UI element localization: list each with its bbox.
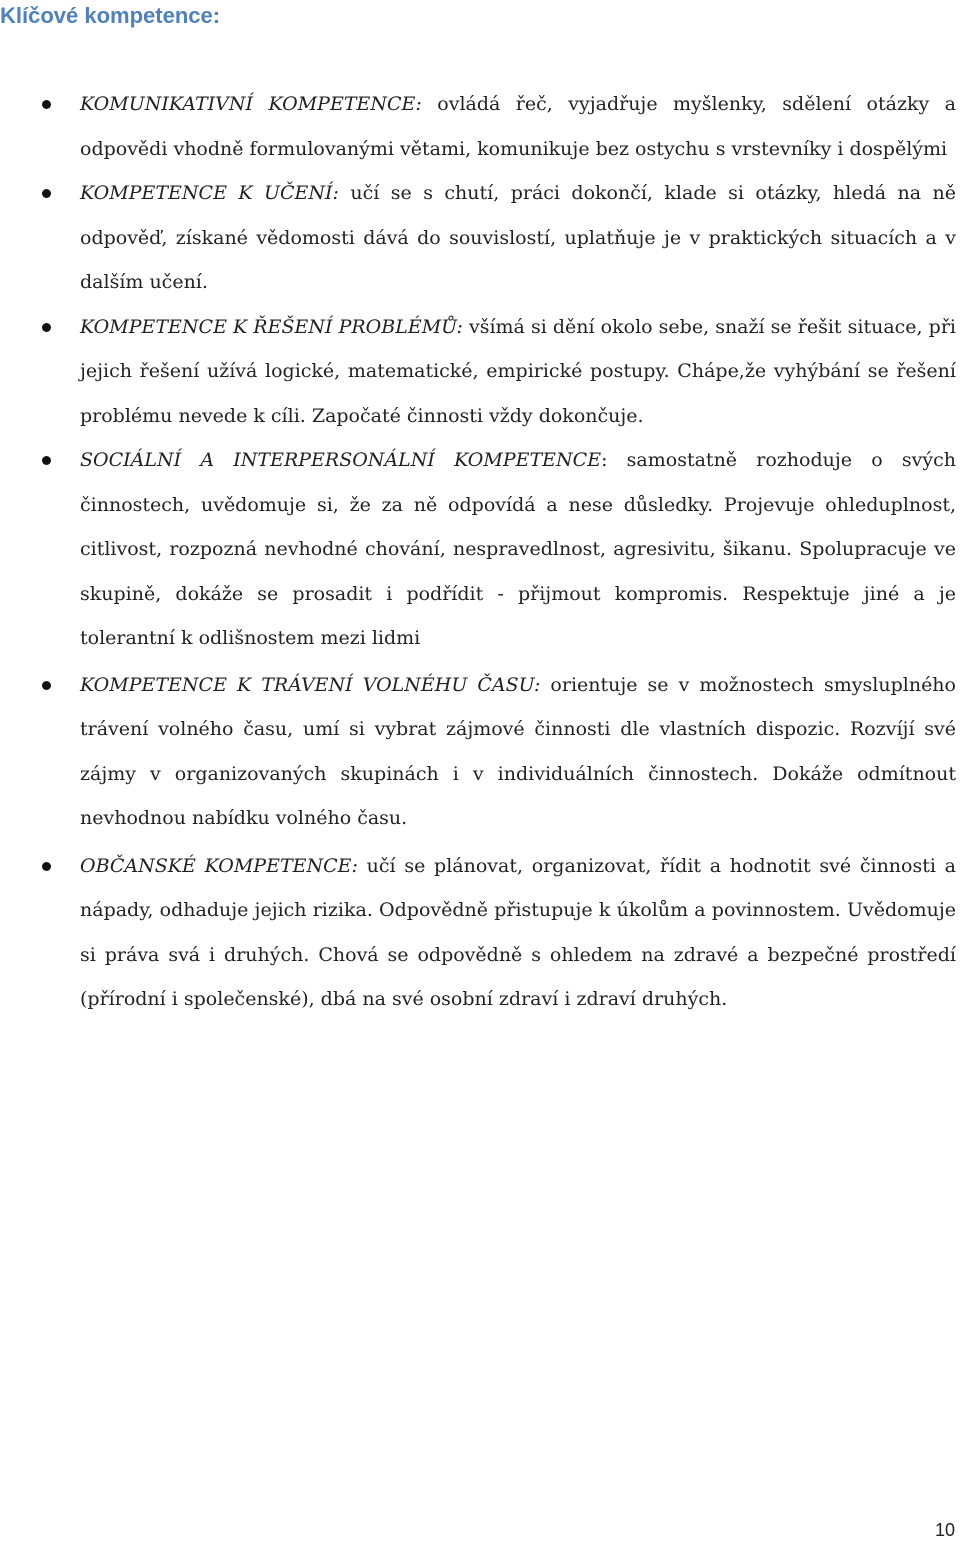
bullet-icon: [42, 862, 51, 871]
competence-term: SOCIÁLNÍ A INTERPERSONÁLNÍ KOMPETENCE: [80, 449, 602, 471]
competence-description: orientuje se v možnostech smysluplného trávení volného času, umí si vybrat zájmové činnosti dle vlastních dispozic. Rozvíjí své zájmy v organizovaných skupinách i v individuálních činnostech. Dokáže odmítnout nevhodnou nabídku volného času.: [80, 673, 956, 829]
competence-term: OBČANSKÉ KOMPETENCE:: [80, 854, 358, 877]
competence-term: KOMUNIKATIVNÍ KOMPETENCE:: [80, 93, 422, 115]
bullet-icon: [42, 681, 51, 690]
competence-term: KOMPETENCE K UČENÍ:: [80, 182, 339, 204]
competence-item-problem-solving: [0, 305, 956, 439]
bullet-icon: [42, 189, 51, 198]
competence-item-leisure: [0, 663, 956, 841]
bullet-icon: [42, 100, 51, 109]
competence-item-social: [0, 438, 956, 661]
competence-description: učí se s chutí, práci dokončí, klade si otázky, hledá na ně odpověď, získané vědomosti dává do souvislostí, uplatňuje je v praktických situacích a v dalším učení.: [80, 182, 956, 293]
competence-item-communication: [0, 82, 956, 171]
competence-item-civic: [0, 844, 956, 1022]
bullet-icon: [42, 456, 51, 465]
page-number: 10: [934, 1520, 955, 1540]
competence-description: : samostatně rozhoduje o svých činnostech, uvědomuje si, že za ně odpovídá a nese důsledky. Projevuje ohleduplnost, citlivost, rozpozná nevhodné chování, nespravedlnost, agresivitu, šikanu. Spolupracuje ve skupině, dokáže se prosadit i podřídit - přijmout kompromis. Respektuje jiné a je tolerantní k odlišnostem mezi lidmi: [80, 449, 956, 649]
competence-term: KOMPETENCE K TRÁVENÍ VOLNÉHU ČASU:: [80, 673, 541, 696]
competence-description: všímá si dění okolo sebe, snaží se řešit situace, při jejich řešení užívá logické, matematické, empirické postupy. Chápe,že vyhýbání se řešení problému nevede k cíli. Započaté činnosti vždy dokončuje.: [80, 315, 956, 427]
competence-list: [0, 82, 956, 1022]
competence-item-learning: [0, 171, 956, 305]
bullet-icon: [42, 323, 51, 332]
page-heading: Klíčové kompetence:: [0, 3, 221, 28]
competence-description: ovládá řeč, vyjadřuje myšlenky, sdělení otázky a odpovědi vhodně formulovanými větami, komunikuje bez ostychu s vrstevníky i dospělými: [80, 93, 956, 160]
competence-description: učí se plánovat, organizovat, řídit a hodnotit své činnosti a nápady, odhaduje jejich rizika. Odpovědně přistupuje k úkolům a povinnostem. Uvědomuje si práva svá i druhých. Chová se odpovědně s ohledem na zdravé a bezpečné prostředí (přírodní i společenské), dbá na své osobní zdraví i zdraví druhých.: [80, 854, 956, 1010]
competence-term: KOMPETENCE K ŘEŠENÍ PROBLÉMŮ:: [80, 315, 463, 338]
